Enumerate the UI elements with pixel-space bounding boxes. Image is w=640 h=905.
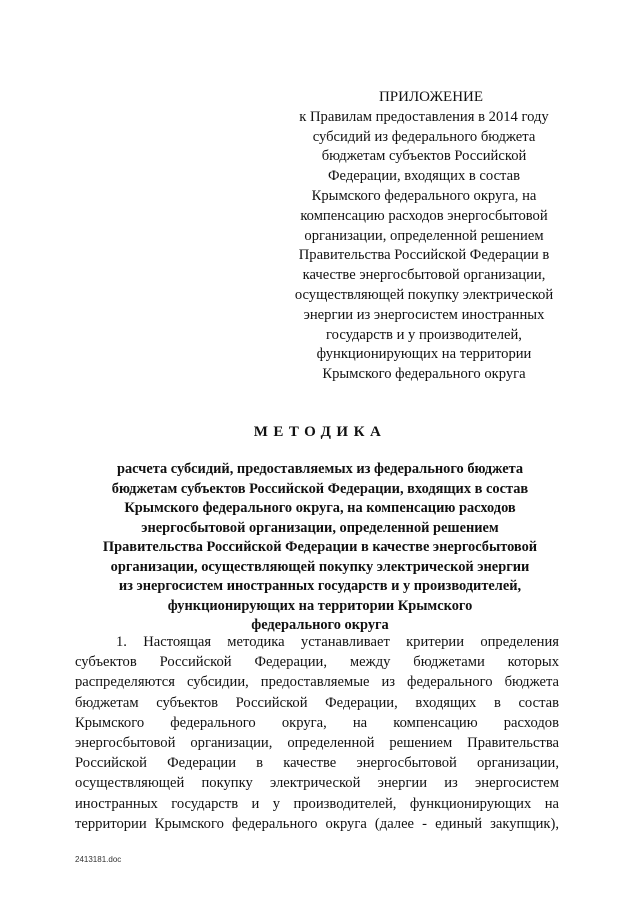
subtitle-line: функционирующих на территории Крымского bbox=[167, 597, 473, 614]
paragraph-line: осуществляющей покупку электрической энергии из энергосистем bbox=[75, 775, 559, 792]
paragraph-line: бюджетам субъектов Российской Федерации, входящих в состав bbox=[75, 694, 559, 711]
appendix-line: субсидий из федерального бюджета bbox=[312, 128, 536, 145]
appendix-line: осуществляющей покупку электрической bbox=[294, 286, 554, 303]
appendix-line: организации, определенной решением bbox=[304, 227, 544, 244]
subtitle-line: федерального округа bbox=[251, 617, 389, 633]
appendix-title: ПРИЛОЖЕНИЕ bbox=[378, 89, 484, 105]
appendix-line: Правительства Российской Федерации в bbox=[298, 247, 550, 264]
appendix-line: функционирующих на территории bbox=[316, 346, 532, 363]
appendix-line: энергии из энергосистем иностранных bbox=[303, 306, 545, 323]
appendix-line: бюджетам субъектов Российской bbox=[321, 148, 527, 165]
paragraph-line: энергосбытовой организации, определенной решением Правительства bbox=[75, 735, 559, 752]
appendix-line: Федерации, входящих в состав bbox=[328, 168, 520, 185]
subtitle-line: энергосбытовой организации, определенной решением bbox=[141, 519, 499, 536]
subtitle-line: из энергосистем иностранных государств и у производителей, bbox=[118, 578, 522, 594]
appendix-line: компенсацию расходов энергосбытовой bbox=[300, 207, 548, 224]
subtitle-line: бюджетам субъектов Российской Федерации, входящих в состав bbox=[111, 480, 529, 497]
appendix-line: к Правилам предоставления в 2014 году bbox=[299, 108, 549, 125]
methodology-subtitle bbox=[80, 460, 560, 636]
paragraph-line: 1. Настоящая методика устанавливает критерии определения bbox=[116, 634, 559, 650]
paragraph-1 bbox=[75, 632, 559, 834]
appendix-line: государств и у производителей, bbox=[326, 326, 522, 343]
paragraph-line: Российской Федерации в качестве энергосбытовой организации, bbox=[75, 755, 559, 772]
subtitle-line: организации, осуществляющей покупку электрической энергии bbox=[110, 558, 530, 575]
footer-doc-id: 2413181.doc bbox=[75, 855, 122, 864]
appendix-line: качестве энергосбытовой организации, bbox=[302, 267, 546, 284]
subtitle-line: Правительства Российской Федерации в качестве энергосбытовой bbox=[102, 539, 538, 555]
paragraph-line: Крымского федерального округа, на компенсацию расходов bbox=[75, 714, 559, 731]
paragraph-line: субъектов Российской Федерации, между бюджетами которых bbox=[75, 654, 559, 671]
subtitle-line: расчета субсидий, предоставляемых из федерального бюджета bbox=[116, 461, 524, 477]
appendix-block bbox=[278, 88, 570, 385]
appendix-line: Крымского федерального округа bbox=[322, 366, 526, 383]
paragraph-line: территории Крымского федерального округа (далее - единый закупщик), bbox=[75, 815, 559, 832]
subtitle-line: Крымского федерального округа, на компенсацию расходов bbox=[124, 500, 516, 516]
paragraph-line: иностранных государств и у производителей, функционирующих на bbox=[75, 795, 559, 812]
appendix-line: Крымского федерального округа, на bbox=[311, 187, 537, 204]
methodology-title: МЕТОДИКА bbox=[253, 424, 387, 440]
paragraph-line: распределяются субсидии, предоставляемые из федерального бюджета bbox=[75, 674, 559, 691]
